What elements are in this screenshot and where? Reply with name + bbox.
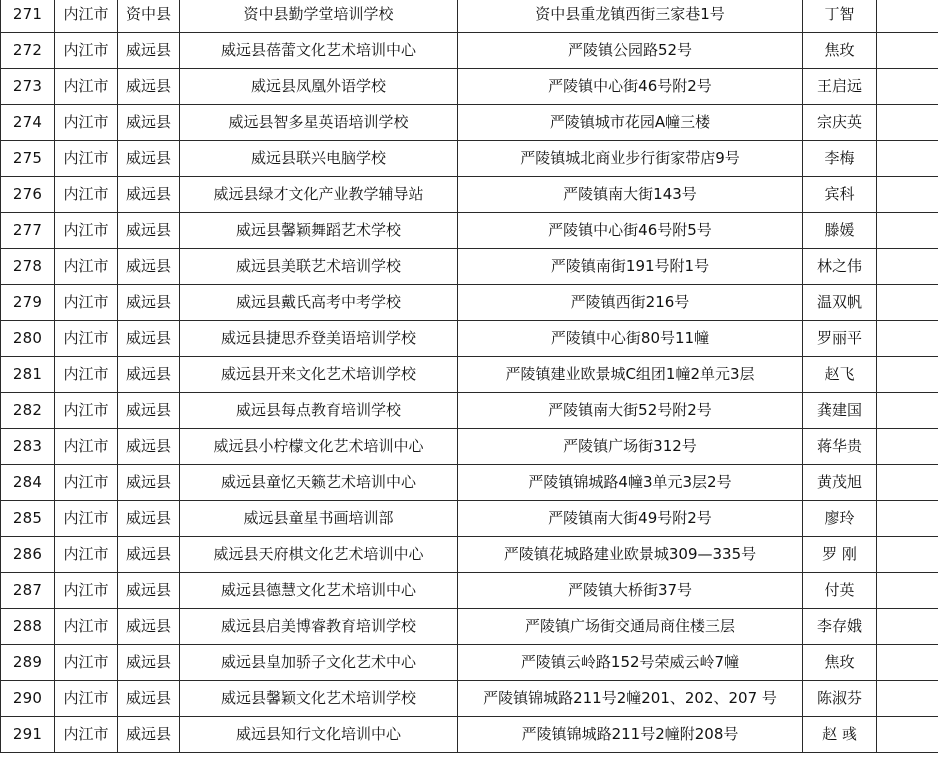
- county-cell[interactable]: 威远县: [118, 69, 180, 105]
- contact-person-cell[interactable]: 焦玫: [803, 645, 877, 681]
- empty-cell[interactable]: [877, 213, 938, 249]
- school-name-cell[interactable]: 威远县开来文化艺术培训学校: [180, 357, 458, 393]
- address-cell[interactable]: 资中县重龙镇西街三家巷1号: [458, 0, 803, 33]
- address-cell[interactable]: 严陵镇锦城路211号2幢附208号: [458, 717, 803, 753]
- table-row: [1, 249, 938, 285]
- school-name-cell[interactable]: 威远县童忆天籁艺术培训中心: [180, 465, 458, 501]
- row-number-cell[interactable]: 277: [1, 213, 55, 249]
- address-cell[interactable]: 严陵镇大桥街37号: [458, 573, 803, 609]
- school-name-cell[interactable]: 威远县戴氏高考中考学校: [180, 285, 458, 321]
- city-cell[interactable]: 内江市: [55, 573, 118, 609]
- address-cell[interactable]: 严陵镇锦城路211号2幢201、202、207 号: [458, 681, 803, 717]
- table-row: [1, 573, 938, 609]
- row-number-cell[interactable]: 278: [1, 249, 55, 285]
- table-body: [1, 0, 938, 753]
- table-row: [1, 177, 938, 213]
- address-cell[interactable]: 严陵镇云岭路152号荣威云岭7幢: [458, 645, 803, 681]
- row-number-cell[interactable]: 290: [1, 681, 55, 717]
- county-cell[interactable]: 威远县: [118, 321, 180, 357]
- school-name-cell[interactable]: 威远县馨颖文化艺术培训学校: [180, 681, 458, 717]
- city-cell[interactable]: 内江市: [55, 249, 118, 285]
- city-cell[interactable]: 内江市: [55, 105, 118, 141]
- empty-cell[interactable]: [877, 573, 938, 609]
- county-cell[interactable]: 威远县: [118, 501, 180, 537]
- row-number-cell[interactable]: 288: [1, 609, 55, 645]
- address-cell[interactable]: 严陵镇西街216号: [458, 285, 803, 321]
- county-cell[interactable]: 威远县: [118, 177, 180, 213]
- city-cell[interactable]: 内江市: [55, 393, 118, 429]
- row-number-cell[interactable]: 276: [1, 177, 55, 213]
- row-number-cell[interactable]: 289: [1, 645, 55, 681]
- table-row: [1, 213, 938, 249]
- county-cell[interactable]: 威远县: [118, 33, 180, 69]
- table-row: [1, 33, 938, 69]
- table-row: [1, 537, 938, 573]
- empty-cell[interactable]: [877, 609, 938, 645]
- school-name-cell[interactable]: 威远县绿才文化产业教学辅导站: [180, 177, 458, 213]
- row-number-cell[interactable]: 287: [1, 573, 55, 609]
- contact-person-cell[interactable]: 宾科: [803, 177, 877, 213]
- county-cell[interactable]: 威远县: [118, 645, 180, 681]
- city-cell[interactable]: 内江市: [55, 0, 118, 33]
- city-cell[interactable]: 内江市: [55, 681, 118, 717]
- empty-cell[interactable]: [877, 645, 938, 681]
- empty-cell[interactable]: [877, 501, 938, 537]
- city-cell[interactable]: 内江市: [55, 321, 118, 357]
- contact-person-cell[interactable]: 林之伟: [803, 249, 877, 285]
- contact-person-cell[interactable]: 李梅: [803, 141, 877, 177]
- city-cell[interactable]: 内江市: [55, 69, 118, 105]
- row-number-cell[interactable]: 283: [1, 429, 55, 465]
- contact-person-cell[interactable]: 黄茂旭: [803, 465, 877, 501]
- contact-person-cell[interactable]: 罗丽平: [803, 321, 877, 357]
- school-name-cell[interactable]: 威远县天府棋文化艺术培训中心: [180, 537, 458, 573]
- table-row: [1, 285, 938, 321]
- table-row: [1, 717, 938, 753]
- school-name-cell[interactable]: 威远县馨颖舞蹈艺术学校: [180, 213, 458, 249]
- county-cell[interactable]: 资中县: [118, 0, 180, 33]
- school-name-cell[interactable]: 威远县捷思乔登美语培训学校: [180, 321, 458, 357]
- city-cell[interactable]: 内江市: [55, 465, 118, 501]
- table-row: [1, 105, 938, 141]
- empty-cell[interactable]: [877, 681, 938, 717]
- city-cell[interactable]: 内江市: [55, 285, 118, 321]
- school-name-cell[interactable]: 威远县联兴电脑学校: [180, 141, 458, 177]
- city-cell[interactable]: 内江市: [55, 717, 118, 753]
- row-number-cell[interactable]: 274: [1, 105, 55, 141]
- city-cell[interactable]: 内江市: [55, 537, 118, 573]
- address-cell[interactable]: 严陵镇中心街80号11幢: [458, 321, 803, 357]
- contact-person-cell[interactable]: 李存娥: [803, 609, 877, 645]
- empty-cell[interactable]: [877, 393, 938, 429]
- county-cell[interactable]: 威远县: [118, 465, 180, 501]
- address-cell[interactable]: 严陵镇建业欧景城C组团1幢2单元3层: [458, 357, 803, 393]
- table-row: [1, 681, 938, 717]
- county-cell[interactable]: 威远县: [118, 681, 180, 717]
- empty-cell[interactable]: [877, 285, 938, 321]
- county-cell[interactable]: 威远县: [118, 717, 180, 753]
- empty-cell[interactable]: [877, 717, 938, 753]
- city-cell[interactable]: 内江市: [55, 177, 118, 213]
- county-cell[interactable]: 威远县: [118, 609, 180, 645]
- empty-cell[interactable]: [877, 429, 938, 465]
- row-number-cell[interactable]: 286: [1, 537, 55, 573]
- row-number-cell[interactable]: 281: [1, 357, 55, 393]
- table-row: [1, 393, 938, 429]
- county-cell[interactable]: 威远县: [118, 357, 180, 393]
- county-cell[interactable]: 威远县: [118, 141, 180, 177]
- contact-person-cell[interactable]: 丁智: [803, 0, 877, 33]
- contact-person-cell[interactable]: 滕媛: [803, 213, 877, 249]
- row-number-cell[interactable]: 275: [1, 141, 55, 177]
- contact-person-cell[interactable]: 温双帆: [803, 285, 877, 321]
- contact-person-cell[interactable]: 付英: [803, 573, 877, 609]
- empty-cell[interactable]: [877, 141, 938, 177]
- row-number-cell[interactable]: 285: [1, 501, 55, 537]
- table-row: [1, 0, 938, 33]
- contact-person-cell[interactable]: 罗 刚: [803, 537, 877, 573]
- county-cell[interactable]: 威远县: [118, 285, 180, 321]
- row-number-cell[interactable]: 279: [1, 285, 55, 321]
- city-cell[interactable]: 内江市: [55, 141, 118, 177]
- contact-person-cell[interactable]: 焦玫: [803, 33, 877, 69]
- empty-cell[interactable]: [877, 33, 938, 69]
- table-row: [1, 609, 938, 645]
- school-name-cell[interactable]: 威远县美联艺术培训学校: [180, 249, 458, 285]
- row-number-cell[interactable]: 282: [1, 393, 55, 429]
- city-cell[interactable]: 内江市: [55, 645, 118, 681]
- address-cell[interactable]: 严陵镇中心街46号附5号: [458, 213, 803, 249]
- address-cell[interactable]: 严陵镇公园路52号: [458, 33, 803, 69]
- empty-cell[interactable]: [877, 465, 938, 501]
- address-cell[interactable]: 严陵镇南大街52号附2号: [458, 393, 803, 429]
- address-cell[interactable]: 严陵镇城市花园A幢三楼: [458, 105, 803, 141]
- city-cell[interactable]: 内江市: [55, 609, 118, 645]
- table-row: [1, 357, 938, 393]
- table-row: [1, 69, 938, 105]
- empty-cell[interactable]: [877, 105, 938, 141]
- empty-cell[interactable]: [877, 249, 938, 285]
- city-cell[interactable]: 内江市: [55, 501, 118, 537]
- school-name-cell[interactable]: 威远县智多星英语培训学校: [180, 105, 458, 141]
- table-row: [1, 141, 938, 177]
- address-cell[interactable]: 严陵镇花城路建业欧景城309—335号: [458, 537, 803, 573]
- row-number-cell[interactable]: 273: [1, 69, 55, 105]
- city-cell[interactable]: 内江市: [55, 429, 118, 465]
- school-name-cell[interactable]: 威远县蓓蕾文化艺术培训中心: [180, 33, 458, 69]
- school-name-cell[interactable]: 威远县启美博睿教育培训学校: [180, 609, 458, 645]
- address-cell[interactable]: 严陵镇锦城路4幢3单元3层2号: [458, 465, 803, 501]
- county-cell[interactable]: 威远县: [118, 429, 180, 465]
- contact-person-cell[interactable]: 陈淑芬: [803, 681, 877, 717]
- address-cell[interactable]: 严陵镇城北商业步行街家带店9号: [458, 141, 803, 177]
- table-row: [1, 501, 938, 537]
- county-cell[interactable]: 威远县: [118, 213, 180, 249]
- row-number-cell[interactable]: 284: [1, 465, 55, 501]
- table-row: [1, 321, 938, 357]
- empty-cell[interactable]: [877, 69, 938, 105]
- row-number-cell[interactable]: 280: [1, 321, 55, 357]
- row-number-cell[interactable]: 272: [1, 33, 55, 69]
- city-cell[interactable]: 内江市: [55, 33, 118, 69]
- city-cell[interactable]: 内江市: [55, 213, 118, 249]
- contact-person-cell[interactable]: 蒋华贵: [803, 429, 877, 465]
- school-name-cell[interactable]: 威远县知行文化培训中心: [180, 717, 458, 753]
- row-number-cell[interactable]: 271: [1, 0, 55, 33]
- contact-person-cell[interactable]: 赵 彧: [803, 717, 877, 753]
- contact-person-cell[interactable]: 王启远: [803, 69, 877, 105]
- county-cell[interactable]: 威远县: [118, 537, 180, 573]
- address-cell[interactable]: 严陵镇南大街143号: [458, 177, 803, 213]
- school-name-cell[interactable]: 威远县凤凰外语学校: [180, 69, 458, 105]
- contact-person-cell[interactable]: 廖玲: [803, 501, 877, 537]
- empty-cell[interactable]: [877, 0, 938, 33]
- county-cell[interactable]: 威远县: [118, 249, 180, 285]
- empty-cell[interactable]: [877, 177, 938, 213]
- address-cell[interactable]: 严陵镇广场街312号: [458, 429, 803, 465]
- school-name-cell[interactable]: 资中县勤学堂培训学校: [180, 0, 458, 33]
- county-cell[interactable]: 威远县: [118, 105, 180, 141]
- table-row: [1, 645, 938, 681]
- address-cell[interactable]: 严陵镇中心街46号附2号: [458, 69, 803, 105]
- school-name-cell[interactable]: 威远县皇加骄子文化艺术中心: [180, 645, 458, 681]
- school-name-cell[interactable]: 威远县童星书画培训部: [180, 501, 458, 537]
- address-cell[interactable]: 严陵镇南大街49号附2号: [458, 501, 803, 537]
- county-cell[interactable]: 威远县: [118, 573, 180, 609]
- school-name-cell[interactable]: 威远县小柠檬文化艺术培训中心: [180, 429, 458, 465]
- row-number-cell[interactable]: 291: [1, 717, 55, 753]
- table-row: [1, 429, 938, 465]
- address-cell[interactable]: 严陵镇广场街交通局商住楼三层: [458, 609, 803, 645]
- school-name-cell[interactable]: 威远县德慧文化艺术培训中心: [180, 573, 458, 609]
- city-cell[interactable]: 内江市: [55, 357, 118, 393]
- county-cell[interactable]: 威远县: [118, 393, 180, 429]
- contact-person-cell[interactable]: 宗庆英: [803, 105, 877, 141]
- contact-person-cell[interactable]: 龚建国: [803, 393, 877, 429]
- contact-person-cell[interactable]: 赵飞: [803, 357, 877, 393]
- empty-cell[interactable]: [877, 321, 938, 357]
- address-cell[interactable]: 严陵镇南街191号附1号: [458, 249, 803, 285]
- empty-cell[interactable]: [877, 537, 938, 573]
- empty-cell[interactable]: [877, 357, 938, 393]
- school-name-cell[interactable]: 威远县每点教育培训学校: [180, 393, 458, 429]
- table-row: [1, 465, 938, 501]
